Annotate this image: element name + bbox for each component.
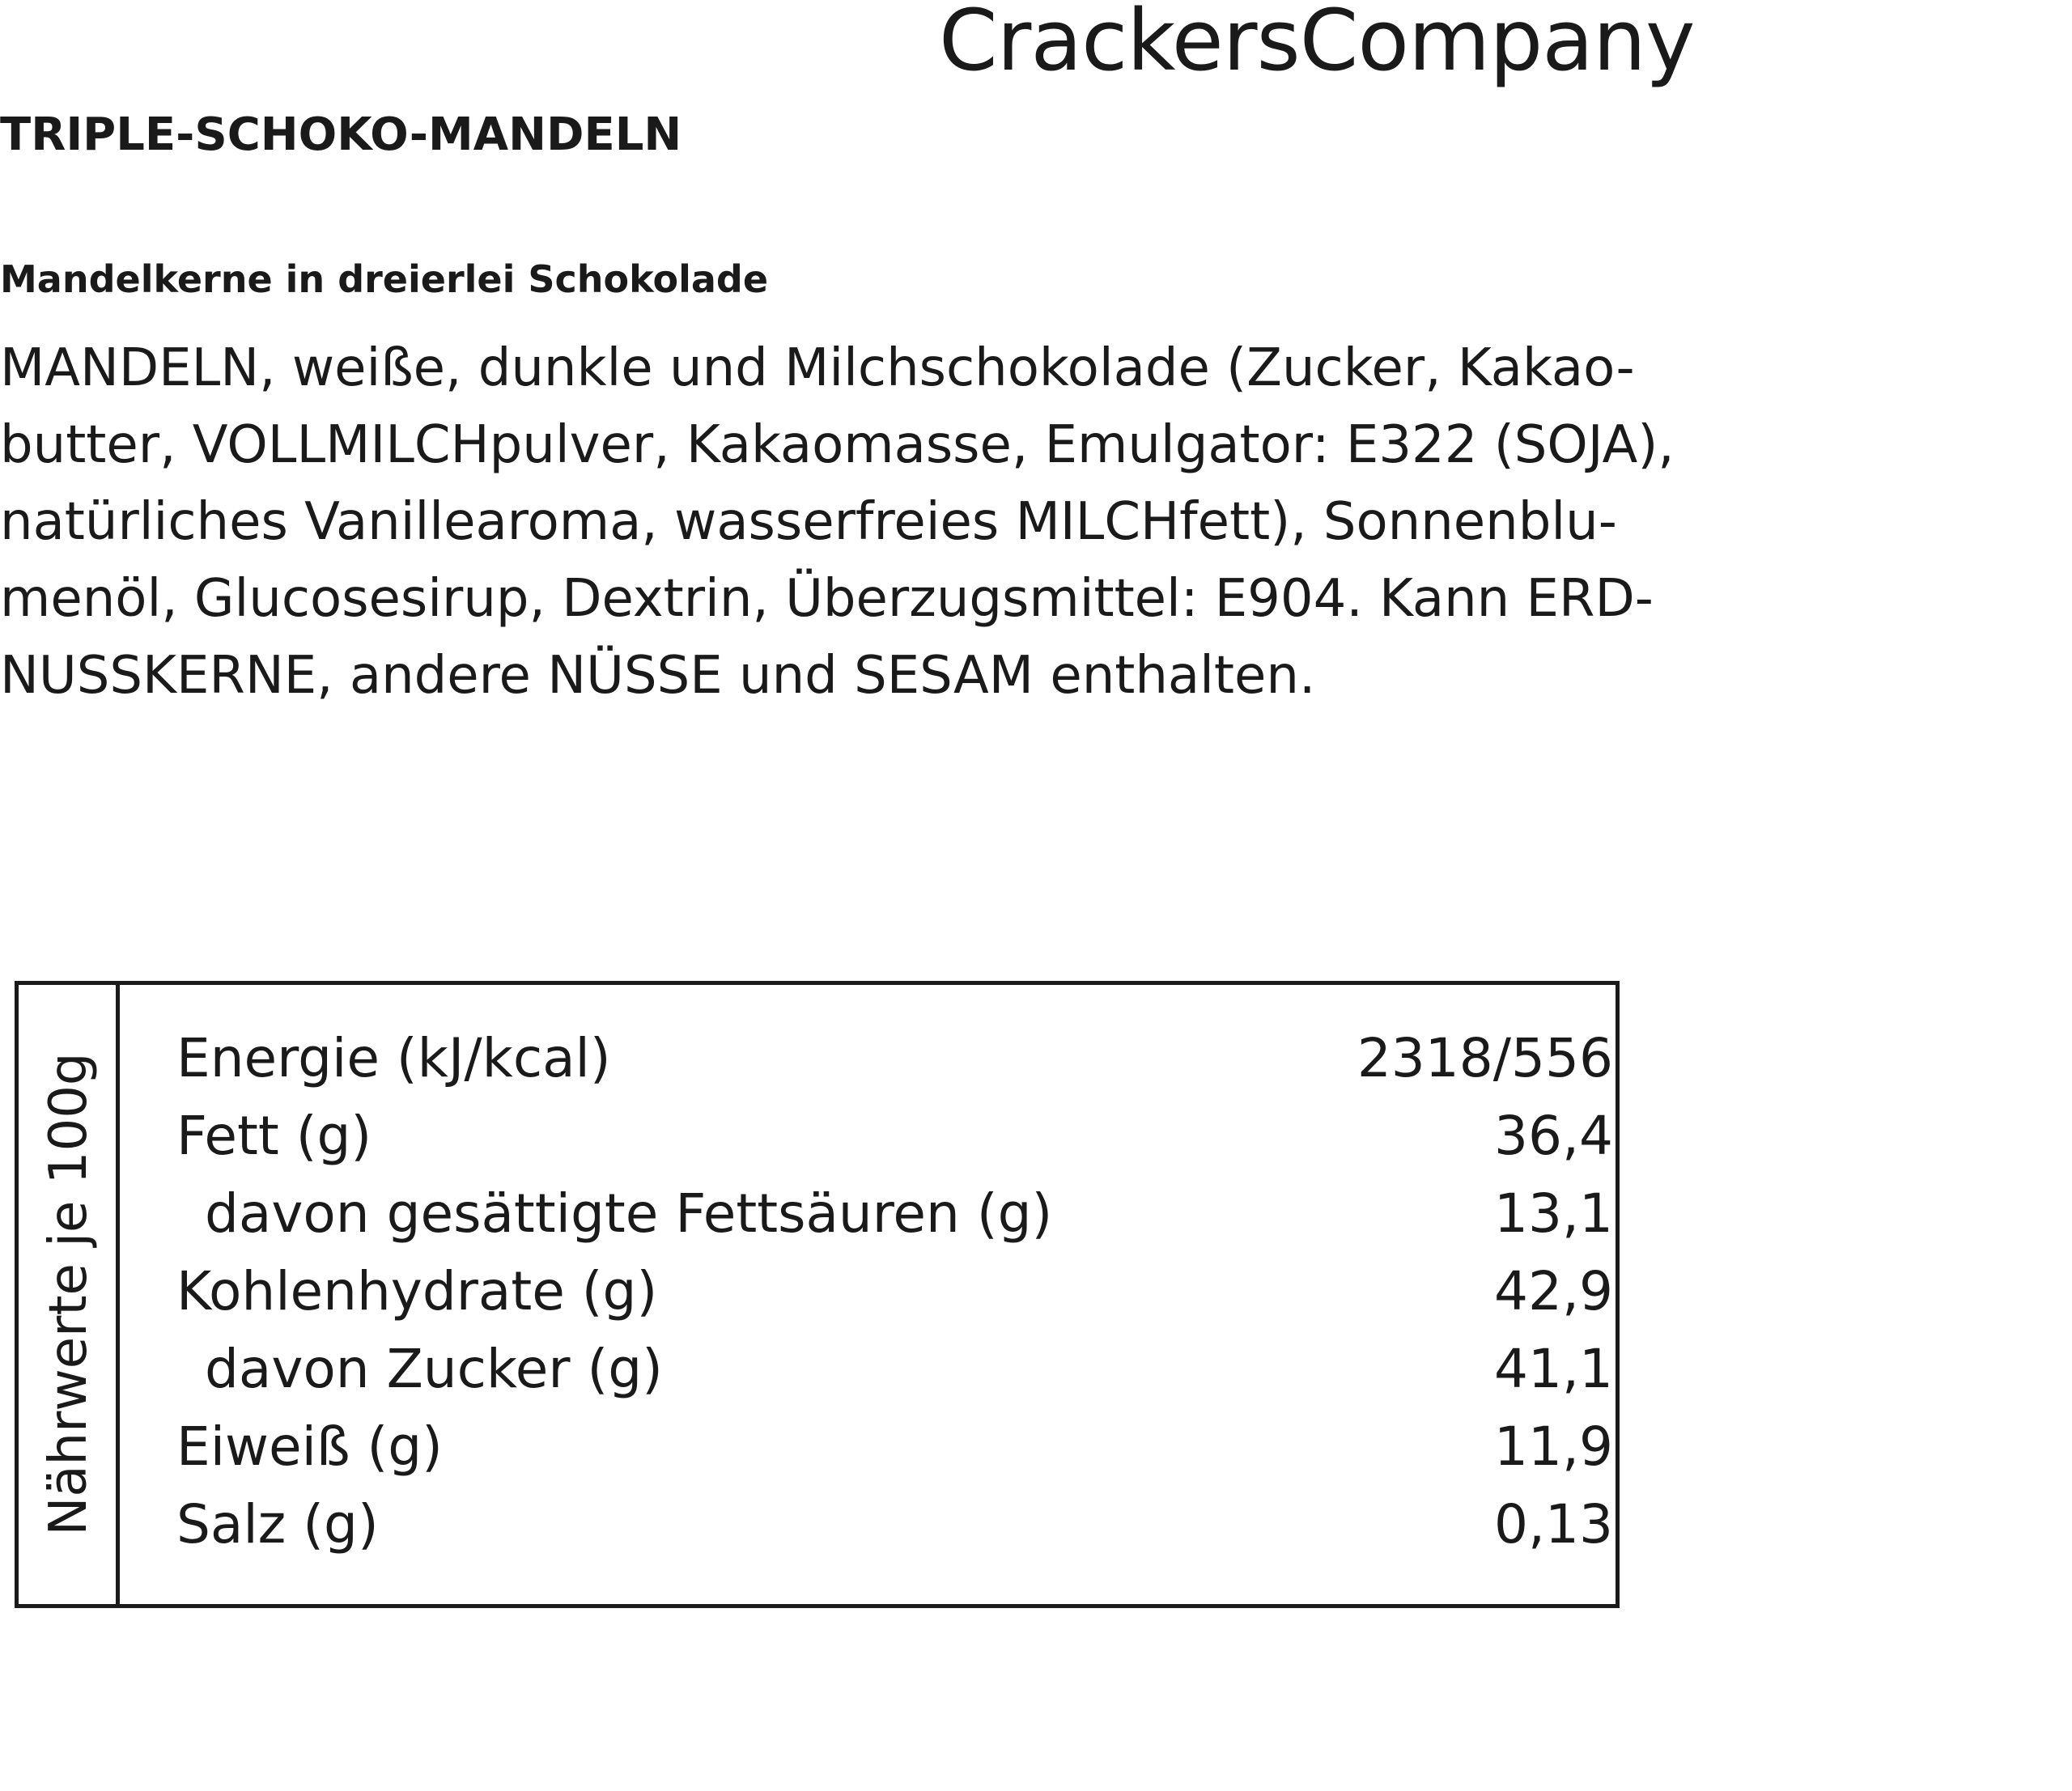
- product-subtitle: Mandelkerne in dreierlei Schokolade: [0, 257, 769, 301]
- nutrition-label: Kohlenhydrate (g): [176, 1260, 658, 1322]
- nutrition-value: 36,4: [1494, 1105, 1613, 1167]
- nutrition-row-salt: [176, 1486, 1613, 1564]
- ingredients-line: menöl, Glucosesirup, Dextrin, Überzugsmittel: E904. Kann ERD-: [0, 569, 1654, 629]
- nutrition-row-fat: [176, 1097, 1613, 1175]
- ingredients-text: [0, 330, 1732, 715]
- nutrition-row-saturated-fat: [176, 1175, 1613, 1253]
- nutrition-label: davon gesättigte Fettsäuren (g): [205, 1182, 1053, 1245]
- nutrition-rows: [176, 1020, 1613, 1564]
- ingredients-line: natürliches Vanillearoma, wasserfreies MILCHfett), Sonnenblu-: [0, 492, 1617, 552]
- product-title: TRIPLE-SCHOKO-MANDELN: [0, 108, 682, 161]
- nutrition-label: davon Zucker (g): [205, 1338, 663, 1400]
- nutrition-header-column: [19, 985, 120, 1604]
- nutrition-value: 13,1: [1494, 1182, 1613, 1245]
- nutrition-row-protein: [176, 1408, 1613, 1486]
- ingredients-line: MANDELN, weiße, dunkle und Milchschokolade (Zucker, Kakao-: [0, 338, 1635, 398]
- nutrition-row-energy: [176, 1020, 1613, 1097]
- nutrition-table: [15, 981, 1620, 1608]
- nutrition-value: 0,13: [1494, 1493, 1613, 1555]
- nutrition-value: 2318/556: [1357, 1027, 1613, 1089]
- nutrition-label: Eiweiß (g): [176, 1415, 443, 1478]
- nutrition-value: 42,9: [1494, 1260, 1613, 1322]
- ingredients-line: NUSSKERNE, andere NÜSSE und SESAM enthalten.: [0, 646, 1316, 706]
- nutrition-label: Fett (g): [176, 1105, 372, 1167]
- nutrition-header: Nährwerte je 100g: [39, 1052, 99, 1536]
- nutrition-row-carbohydrates: [176, 1253, 1613, 1331]
- ingredients-line: butter, VOLLMILCHpulver, Kakaomasse, Emulgator: E322 (SOJA),: [0, 415, 1675, 475]
- nutrition-label: Energie (kJ/kcal): [176, 1027, 611, 1089]
- brand-logo: CrackersCompany: [939, 0, 1695, 90]
- nutrition-value: 11,9: [1494, 1415, 1613, 1478]
- nutrition-row-sugar: [176, 1331, 1613, 1408]
- nutrition-label: Salz (g): [176, 1493, 379, 1555]
- nutrition-value: 41,1: [1494, 1338, 1613, 1400]
